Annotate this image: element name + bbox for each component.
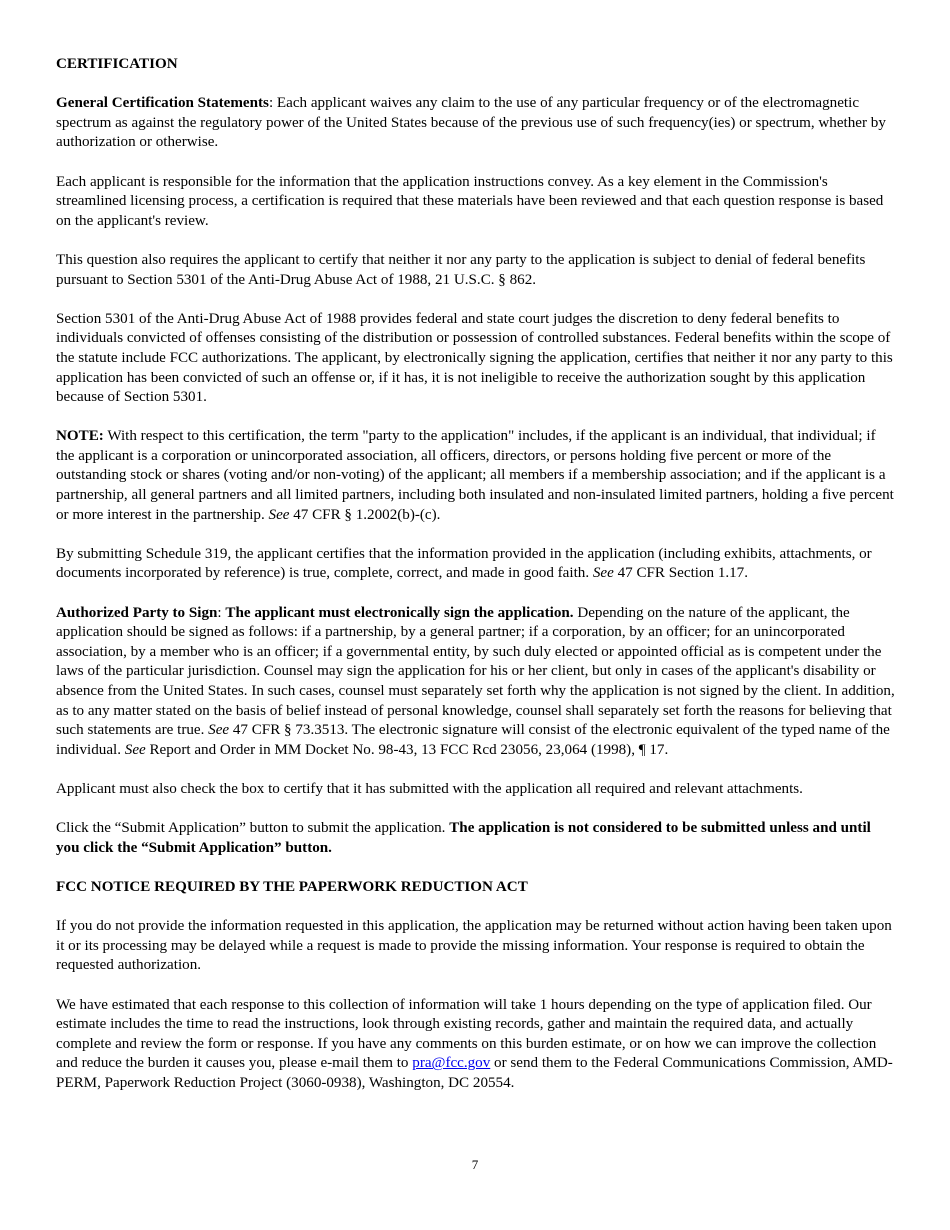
- submit-warning: The application is not considered to be submitted unless and until you click the “Submit Application” button.: [56, 820, 871, 856]
- general-certification-text: : Each applicant waives any claim to the use of any particular frequency or of the electromagnetic spectrum as against the regulatory power of the United States because of the previous use of such frequency(ies) or spectrum, whether by authorization or otherwise.: [56, 95, 886, 151]
- pra-paragraph-1: If you do not provide the information requested in this application, the application may be returned without action having been taken upon it or its processing may be delayed while a request is made to provide the missing information. Your response is required to obtain the requested authorization.: [56, 918, 892, 974]
- schedule-citation: 47 CFR Section 1.17.: [613, 565, 749, 582]
- note-citation: 47 CFR § 1.2002(b)-(c).: [289, 506, 441, 523]
- note-text: With respect to this certification, the term "party to the application" includes, if the applicant is an individual, that individual; if the applicant is a corporation or unincorporated association, all officers, directors, or persons holding five percent or more of the outstanding stock or shares (voting and/or non-voting) of the applicant; all members if a membership association; and if the applicant is a partnership, all general partners and all limited partners, including both insulated and non-insulated limited partners, holding a five percent or more interest in the partnership.: [56, 428, 894, 523]
- submit-paragraph: [56, 819, 896, 858]
- schedule-text: By submitting Schedule 319, the applicant certifies that the information provided in the application (including exhibits, attachments, or documents incorporated by reference) is true, complete, correct, and made in good faith.: [56, 545, 872, 582]
- authorized-party-paragraph: [56, 604, 896, 761]
- attachments-paragraph: Applicant must also check the box to certify that it has submitted with the application all required and relevant attachments.: [56, 780, 803, 797]
- page-number: 7: [471, 1157, 479, 1172]
- authorized-party-requirement: The applicant must electronically sign the application.: [225, 604, 574, 621]
- authorized-party-label: Authorized Party to Sign: [56, 604, 218, 621]
- pra-text-before-email: We have estimated that each response to this collection of information will take 1 hours depending on the type of application filed. Our estimate includes the time to read the instructions, look through existing records, gather and maintain the required data, and actually complete and review the form or response. If you have any comments on this burden estimate, or on how we can improve the collection and reduce the burden it causes you, please e-mail them to: [56, 996, 877, 1072]
- authorized-party-text-3: Report and Order in MM Docket No. 98-43, 13 FCC Rcd 23056, 23,064 (1998), ¶ 17.: [145, 741, 669, 758]
- certification-heading: CERTIFICATION: [56, 56, 178, 72]
- general-certification-label: General Certification Statements: [56, 95, 269, 112]
- section-5301-paragraph: Section 5301 of the Anti-Drug Abuse Act of 1988 provides federal and state court judges the discretion to deny federal benefits to individuals convicted of offenses consisting of the distribution or possession of controlled substances. Federal benefits within the scope of the statute include FCC authorizations. The applicant, by electronically signing the application, certifies that neither it nor any party to this application has been convicted of such an offense or, if it has, it is not ineligible to receive the authorization sought by this application because of Section 5301.: [56, 310, 893, 406]
- note-see: See: [268, 506, 290, 523]
- pra-email-link[interactable]: pra@fcc.gov: [412, 1055, 491, 1072]
- pra-text-after-email: or send them to the Federal Communications Commission, AMD-PERM, Paperwork Reduction Project (3060-0938), Washington, DC 20554.: [56, 1055, 893, 1091]
- authorized-party-see-2: See: [124, 741, 146, 758]
- submit-text: Click the “Submit Application” button to submit the application.: [56, 820, 450, 837]
- authorized-party-text-2: 47 CFR § 73.3513. The electronic signature will consist of the electronic equivalent of the typed name of the individual.: [56, 722, 890, 758]
- authorized-party-text-1: Depending on the nature of the applicant, the application should be signed as follows: if a partnership, by a general partner; if a corporation, by an officer; for an unincorporated association, by a member who is an officer; if a governmental entity, by such duly elected or appointed official as is competent under the laws of the particular jurisdiction. Counsel may sign the application for his or her client, but only in cases of the applicant's disability or absence from the United States. In such cases, counsel must separately set forth why the application is not signed by the client. In addition, as to any matter stated on the basis of belief instead of personal knowledge, counsel shall separately set forth the reasons for believing that such statements are true.: [56, 604, 895, 739]
- pra-paragraph-2: [56, 996, 896, 1094]
- federal-benefits-paragraph: This question also requires the applicant to certify that neither it nor any party to the application is subject to denial of federal benefits pursuant to Section 5301 of the Anti-Drug Abuse Act of 1988, 21 U.S.C. § 862.: [56, 251, 866, 288]
- pra-heading: FCC NOTICE REQUIRED BY THE PAPERWORK REDUCTION ACT: [56, 878, 528, 895]
- note-label: NOTE:: [56, 428, 104, 445]
- authorized-party-colon: :: [217, 604, 226, 621]
- authorized-party-see-1: See: [208, 722, 230, 739]
- note-paragraph: [56, 427, 896, 525]
- responsibility-paragraph: Each applicant is responsible for the information that the application instructions convey. As a key element in the Commission's streamlined licensing process, a certification is required that these materials have been reviewed and that each question response is based on the applicant's review.: [56, 173, 884, 229]
- general-certification-paragraph: [56, 94, 896, 153]
- document-page: [56, 55, 896, 1113]
- schedule-paragraph: [56, 545, 896, 584]
- schedule-see: See: [592, 565, 614, 582]
